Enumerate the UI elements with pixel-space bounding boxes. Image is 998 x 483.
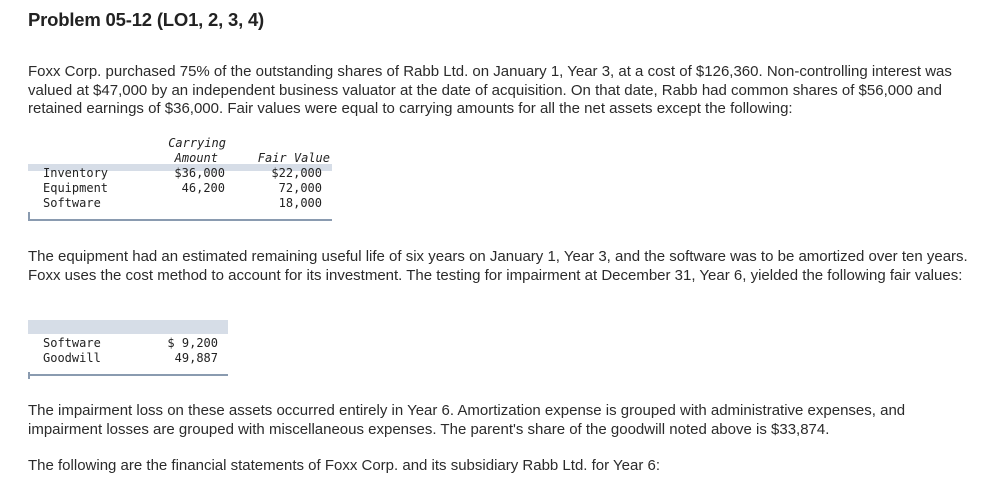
table-row-label: Software	[43, 336, 101, 350]
intro-paragraph: Foxx Corp. purchased 75% of the outstanding shares of Rabb Ltd. on January 1, Year 3, at a cost of $126,360. Non-controlling interest was valued at $47,000 by an independent business valuator at the date of acquisition. On that date, Rabb had common shares of $56,000 and retained earnings of $36,000. Fair values were equal to carrying amounts for all the net assets except the following:	[28, 63, 952, 117]
problem-title: Problem 05-12 (LO1, 2, 3, 4)	[28, 9, 265, 30]
table-left-edge	[28, 212, 30, 220]
table-bottom-rule	[28, 219, 332, 221]
table-left-edge	[28, 372, 30, 379]
column-header-carrying-line1: Carrying	[168, 136, 226, 150]
table-row-fair-value: $22,000	[271, 166, 322, 180]
table-row-label: Inventory	[43, 166, 109, 180]
impairment-paragraph: The impairment loss on these assets occurred entirely in Year 6. Amortization expense is grouped with administrative expenses, and impairment losses are grouped with miscellaneous expenses. The parent's share of the goodwill noted above is $33,874.	[28, 402, 906, 438]
table-row-label: Equipment	[43, 181, 109, 195]
table-row-fair-value: 72,000	[278, 181, 322, 195]
table-row-label: Software	[43, 196, 101, 210]
statements-intro-paragraph: The following are the financial statements of Foxx Corp. and its subsidiary Rabb Ltd. for Year 6:	[28, 457, 661, 474]
column-header-carrying-line2: Amount	[174, 151, 218, 165]
equipment-paragraph: The equipment had an estimated remaining useful life of six years on January 1, Year 3, and the software was to be amortized over ten years. Foxx uses the cost method to account for its investment. The testing for impairment at December 31, Year 6, yielded the following fair values:	[28, 248, 968, 284]
table-row-carrying: 46,200	[181, 181, 225, 195]
table-row-fair-value: 18,000	[278, 196, 322, 210]
table-row-value: $ 9,200	[167, 336, 218, 350]
table-row-carrying: $36,000	[174, 166, 225, 180]
table-row-label: Goodwill	[43, 351, 101, 365]
table-header-band	[28, 320, 228, 334]
column-header-fair-value: Fair Value	[257, 151, 330, 165]
table-row-value: 49,887	[174, 351, 218, 365]
table-bottom-rule	[28, 374, 228, 376]
